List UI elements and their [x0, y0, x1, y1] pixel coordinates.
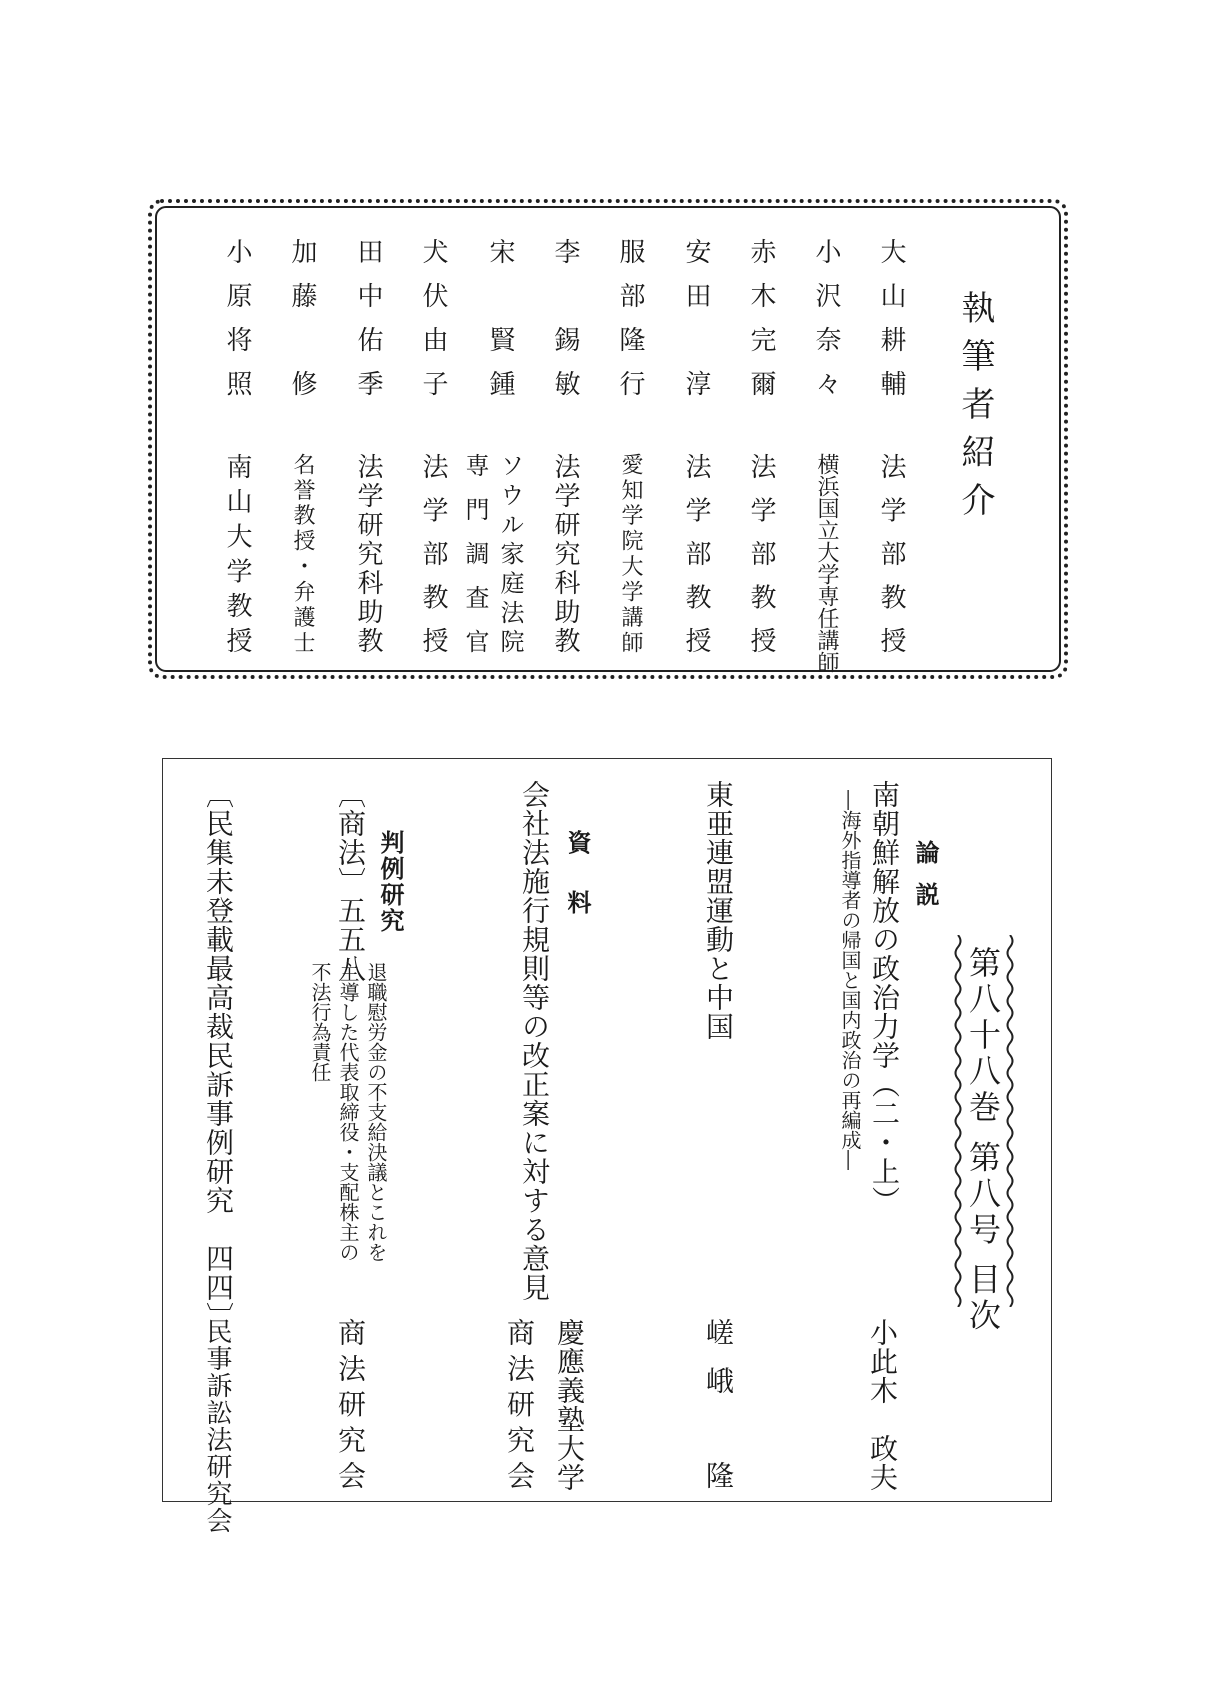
contributor-affiliation: 法学部教授 — [746, 453, 776, 653]
contributor-name: 小原将照 — [222, 238, 252, 414]
contributor-name: 小沢奈々 — [811, 238, 841, 414]
contributors-box — [148, 199, 1068, 679]
contributor-affiliation-2: 専門調査官 — [461, 453, 489, 653]
contributor-name: 服部隆行 — [615, 238, 645, 414]
contributor-affiliation: 法学研究科助教 — [550, 453, 580, 653]
article-author: 商法研究会 — [503, 1318, 536, 1490]
contributor-affiliation: 法学部教授 — [876, 453, 906, 653]
article-title[interactable]: 南朝鮮解放の政治力学（二・上） — [868, 780, 901, 1215]
wavy-rule-left — [953, 935, 963, 1307]
contributor-name: 大山耕輔 — [876, 238, 906, 414]
section-label-ronsetsu: 論説 — [911, 840, 940, 924]
contributor-affiliation: 南山大学教授 — [222, 453, 252, 653]
wavy-rule-right — [1005, 935, 1015, 1307]
contributors-title: 執筆者紹介 — [955, 290, 995, 530]
article-summary: 退職慰労金の不支給決議とこれを — [364, 962, 388, 1262]
contributor-name: 犬伏由子 — [418, 238, 448, 414]
contributor-affiliation: 法学部教授 — [418, 453, 448, 653]
article-author: 民事訴訟法研究会 — [202, 1318, 232, 1534]
article-title[interactable]: 〔商法〕五五八 — [334, 780, 367, 983]
article-subtitle: ―海外指導者の帰国と国内政治の再編成― — [838, 790, 862, 1170]
contributor-name: 宋 賢鍾 — [485, 238, 515, 414]
contributor-affiliation: ソウル家庭法院 — [496, 453, 524, 653]
section-label-shiryo: 資料 — [563, 830, 592, 950]
contributor-affiliation: 法学研究科助教 — [353, 453, 383, 653]
article-title[interactable]: 東亜連盟運動と中国 — [702, 780, 735, 1041]
article-author: 小此木 政夫 — [866, 1318, 899, 1492]
section-label-hanrei: 判例研究 — [376, 830, 405, 934]
contributor-affiliation: 名誉教授・弁護士 — [290, 453, 315, 653]
contributor-name: 赤木完爾 — [746, 238, 776, 414]
article-title[interactable]: 〔民集未登載最高裁民訴事例研究 四四〕 — [202, 780, 235, 1331]
article-author: 慶應義塾大学 — [553, 1318, 586, 1492]
toc-heading: 第八十八巻 第八号 目次 — [964, 946, 1002, 1335]
contributor-name: 安田 淳 — [681, 238, 711, 414]
contributor-affiliation: 横浜国立大学専任講師 — [814, 453, 839, 673]
article-author: 商法研究会 — [334, 1318, 367, 1490]
contributor-name: 李 錫敏 — [550, 238, 580, 414]
contributor-name: 加藤 修 — [287, 238, 317, 414]
contributor-affiliation: 愛知学院大学講師 — [618, 453, 643, 653]
contributor-name: 田中佑季 — [353, 238, 383, 414]
article-title[interactable]: 会社法施行規則等の改正案に対する意見 — [518, 780, 551, 1302]
article-summary: 主導した代表取締役・支配株主の — [336, 962, 360, 1262]
article-summary: 不法行為責任 — [308, 962, 332, 1082]
article-author: 嵯峨 隆 — [702, 1318, 735, 1490]
contributor-affiliation: 法学部教授 — [681, 453, 711, 653]
